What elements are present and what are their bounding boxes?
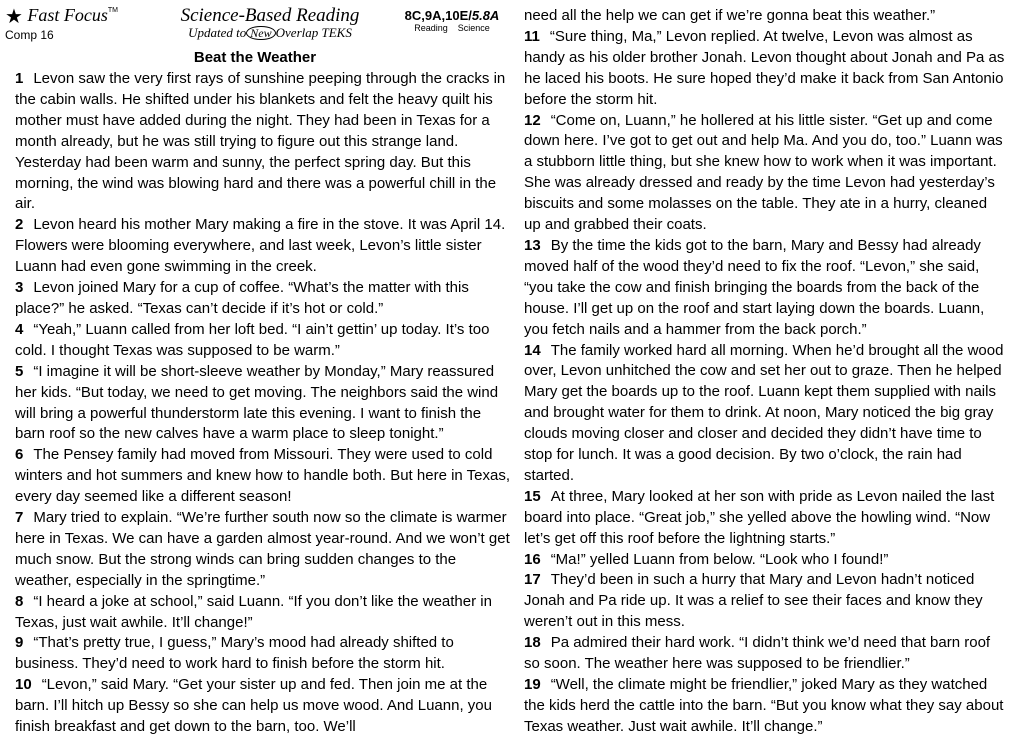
paragraph-text: “Come on, Luann,” he hollered at his little sister. “Get up and come down here. I’ve got to get out and help Ma. And you do, too.” Luann was a stubborn little thing, but she knew how to work when it was important. She was already dressed and ready by the time Levon had yesterday’s biscuits and some molasses on the table. They ate in a hurry, cleaned up and grabbed their coats. (524, 111, 1003, 234)
paragraph (524, 236, 1006, 341)
story-body-right (524, 6, 1006, 738)
paragraph-continuation: need all the help we can get if we’re gonna beat this weather.” (524, 7, 936, 24)
story-body-left (15, 69, 510, 738)
series-title: Science-Based Reading (180, 5, 360, 26)
paragraph (524, 487, 1006, 550)
series-subtitle (165, 26, 375, 40)
paragraph (15, 215, 510, 278)
new-badge: New (246, 26, 275, 40)
comp-label: Comp 16 (5, 28, 54, 42)
paragraph (524, 111, 1006, 236)
paragraph-text: “I imagine it will be short-sleeve weather by Monday,” Mary reassured her kids. “But today, we need to get moving. The neighbors said the wind will bring a powerful thunderstorm late this evening. I want to finish the barn roof so the new calves have a warm place to sleep tonight.” (15, 362, 499, 443)
teks-code-main: 8C,9A,10E/ (404, 8, 472, 23)
paragraph (15, 508, 510, 592)
brand-logo (5, 5, 155, 42)
left-column (5, 0, 511, 736)
paragraph-number: 7 (15, 509, 24, 527)
paragraph (524, 550, 1006, 571)
paragraph-number: 4 (15, 320, 24, 338)
paragraph-number: 1 (15, 70, 24, 87)
teks-code-italic: 5.8A (471, 8, 500, 23)
paragraph-text: By the time the kids got to the barn, Mary and Bessy had already moved half of the wood they’d need to fix the roof. “Levon,” she said, “you take the cow and finish bringing the boards from the back of the house. I’ll get up on the roof and start laying down the boards. Luann, you fetch nails and a hammer from the back porch.” (524, 236, 985, 338)
paragraph (524, 27, 1006, 111)
paragraph (524, 675, 1006, 738)
paragraph-text: “Well, the climate might be friendlier,” joked Mary as they watched the kids herd the cattle into the barn. “But you know what they say about Texas weather. Just wait awhile. It’ll change.” (524, 676, 1004, 735)
subtitle-prefix: Updated to (188, 25, 247, 40)
subject-labels (393, 23, 511, 34)
paragraph (15, 69, 510, 215)
paragraph-text: Levon heard his mother Mary making a fire in the stove. It was April 14. Flowers were blooming everywhere, and last week, Levon’s little sister Luann had even gone swimming in the creek. (15, 216, 506, 276)
paragraph-number: 8 (15, 592, 24, 610)
worksheet-header (5, 0, 510, 66)
paragraph (15, 278, 510, 320)
paragraph-text: “Levon,” said Mary. “Get your sister up and fed. Then join me at the barn. I’ll hitch up Bessy so she can help us move wood. And Luann, you finish breakfast and get down to the barn, too. We’ll (15, 676, 492, 736)
series-heading (165, 6, 375, 40)
teks-code (393, 8, 511, 23)
paragraph-number: 19 (524, 676, 541, 693)
paragraph (524, 341, 1006, 487)
paragraph-number: 16 (524, 550, 541, 568)
paragraph-text: Levon saw the very first rays of sunshine peeping through the cracks in the cabin walls. He shifted under his blankets and felt the heavy quilt his mother must have added during the night. They had been in Texas for a month already, but he was still trying to figure out this strange land. Yesterday had been warm and sunny, the perfect spring day. But this morning, the wind was blowing hard and there was a powerful chill in the air. (15, 70, 506, 213)
paragraph-text: Mary tried to explain. “We’re further south now so the climate is warmer here in Texas. We can have a garden almost year-round. And we won’t get much snow. But the strong winds can bring sudden changes to the weather, especially in the springtime.” (15, 509, 510, 589)
paragraph-text: “Sure thing, Ma,” Levon replied. At twelve, Levon was almost as handy as his older brother Jonah. Levon thought about Jonah and Pa as he laced his boots. He sure hoped they’d make it back from San Antonio before the storm hit. (524, 27, 1005, 108)
paragraph-text: At three, Mary looked at her son with pride as Levon nailed the last board into place. “Great job,” she yelled above the howling wind. “Now let’s get off this roof before the lightning starts.” (524, 487, 995, 547)
label-reading: Reading (414, 23, 448, 33)
paragraph-text: “That’s pretty true, I guess,” Mary’s mood had already shifted to business. They’d need to work hard to finish before the storm hit. (15, 634, 454, 673)
paragraph-number: 17 (524, 571, 541, 589)
paragraph-text: Pa admired their hard work. “I didn’t think we’d need that barn roof so soon. The weather here was supposed to be friendlier.” (524, 634, 991, 673)
paragraph-number: 13 (524, 236, 541, 254)
paragraph-number: 3 (15, 279, 24, 297)
paragraph (15, 320, 510, 362)
paragraph-text: The family worked hard all morning. When he’d brought all the wood over, Levon unhitched the cow and set her out to graze. Then he helped Mary get the boards up to the roof. Luann kept them supplied with nails and brought water for them to drink. At noon, Mary noticed the big gray clouds moving closer and closer and decided they didn’t have time to stop for lunch. It was a good decision. By two o’clock, the rain had started. (524, 341, 1004, 484)
paragraph-text: They’d been in such a hurry that Mary and Levon hadn’t noticed Jonah and Pa ride up. It was a relief to see their faces and know they weren’t out in this mess. (524, 571, 983, 631)
paragraph-text: “Yeah,” Luann called from her loft bed. “I ain’t gettin’ up today. It’s too cold. I thought Texas was supposed to be warm.” (15, 320, 490, 359)
label-science: Science (457, 23, 490, 33)
paragraph-number: 10 (15, 676, 32, 694)
star-icon: ★ (5, 6, 23, 28)
paragraph-number: 2 (15, 216, 24, 234)
paragraph (15, 592, 510, 634)
paragraph (15, 445, 510, 508)
paragraph-number: 5 (15, 362, 24, 380)
paragraph (524, 633, 1006, 675)
paragraph (524, 570, 1006, 633)
trademark: TM (107, 7, 118, 14)
paragraph-text: The Pensey family had moved from Missouri. They were used to cold winters and hot summers and knew how to handle both. But here in Texas, every day seemed like a different season! (15, 446, 511, 506)
paragraph-text: “I heard a joke at school,” said Luann. “If you don’t like the weather in Texas, just wait awhile. It’ll change!” (15, 592, 492, 631)
teks-codes (393, 8, 511, 34)
paragraph (15, 362, 510, 446)
right-column (524, 6, 1004, 738)
paragraph (15, 633, 510, 675)
paragraph-number: 9 (15, 634, 24, 652)
paragraph (15, 675, 510, 738)
paragraph-number: 15 (524, 487, 541, 505)
paragraph-text: “Ma!” yelled Luann from below. “Look who I found!” (550, 550, 889, 568)
paragraph-number: 18 (524, 634, 541, 652)
paragraph-number: 12 (524, 111, 541, 129)
story-title: Beat the Weather (193, 49, 317, 66)
paragraph-number: 11 (524, 27, 540, 45)
brand-name: Fast Focus (27, 5, 108, 25)
subtitle-suffix: Overlap TEKS (275, 25, 352, 40)
paragraph-text: Levon joined Mary for a cup of coffee. “What’s the matter with this place?” he asked. “Texas can’t decide if it’s hot or cold.” (15, 279, 469, 317)
paragraph-number: 6 (15, 446, 24, 464)
paragraph-number: 14 (524, 341, 541, 359)
